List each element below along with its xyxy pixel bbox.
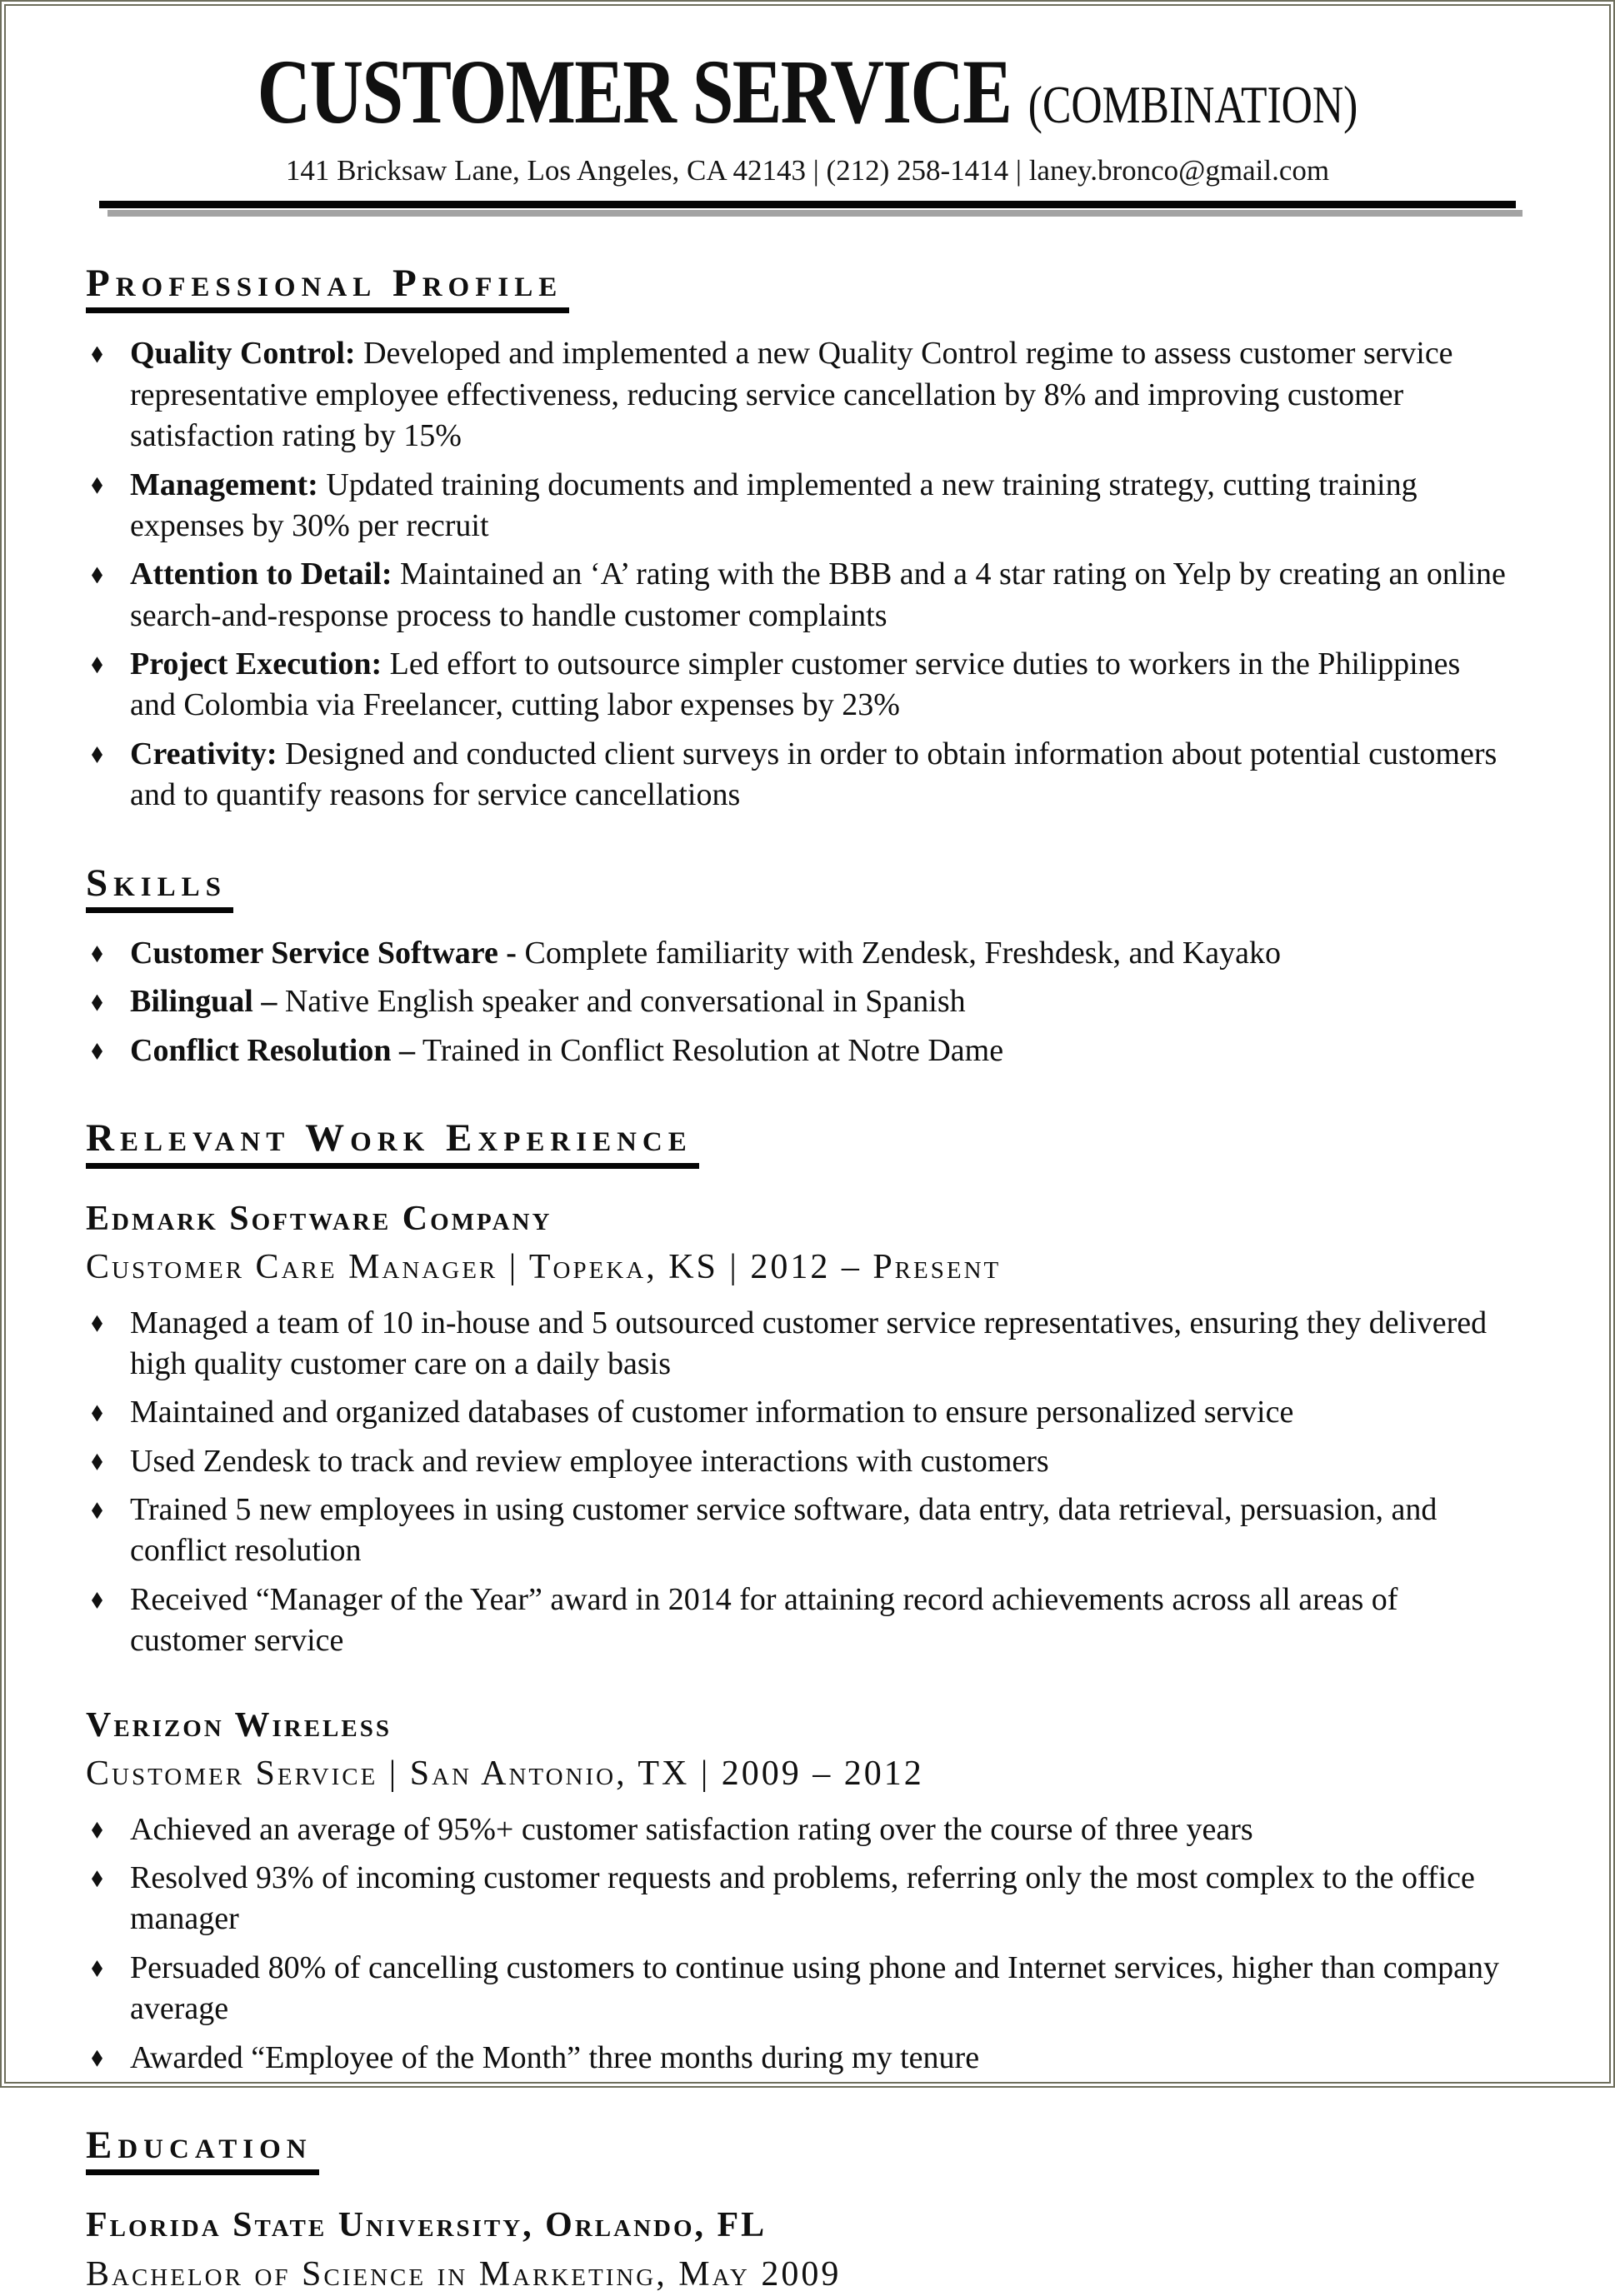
profile-bullet bbox=[86, 644, 1511, 726]
bullet-text: Native English speaker and conversational in Spanish bbox=[284, 984, 966, 1020]
section-heading-wrap-profile bbox=[86, 263, 1511, 313]
job-bullet: Awarded “Employee of the Month” three months during my tenure bbox=[86, 2038, 1511, 2079]
job-meta: Customer Service | San Antonio, TX | 2009 – 2012 bbox=[86, 1754, 924, 1794]
job-verizon bbox=[86, 1704, 1511, 2079]
header-rule-black bbox=[99, 201, 1516, 208]
profile-bullet bbox=[86, 465, 1511, 547]
education-degree: Bachelor of Science in Marketing, May 2009 bbox=[86, 2254, 842, 2294]
section-heading-relevant-work-experience: Relevant Work Experience bbox=[86, 1118, 699, 1168]
bullet-text: Designed and conducted client surveys in order to obtain information about potential customers and to quantify reasons for service cancellations bbox=[130, 736, 1498, 813]
bullet-lead: Management: bbox=[130, 467, 318, 502]
bullet-lead: Creativity: bbox=[130, 736, 278, 771]
bullet-text: Maintained an ‘A’ rating with the BBB and a 4 star rating on Yelp by creating an online search-and-response process to handle customer complaints bbox=[130, 557, 1506, 633]
skills-bullet-list bbox=[86, 933, 1511, 1071]
bullet-text: Updated training documents and implemented a new training strategy, cutting training expenses by 30% per recruit bbox=[130, 467, 1418, 543]
job-bullet-list bbox=[86, 1303, 1511, 1662]
job-bullet: Used Zendesk to track and review employee interactions with customers bbox=[86, 1441, 1511, 1482]
section-heading-professional-profile: Professional Profile bbox=[86, 263, 569, 313]
job-edmark bbox=[86, 1197, 1511, 1662]
bullet-lead: Customer Service Software - bbox=[130, 935, 517, 971]
company-name: Verizon Wireless bbox=[86, 1705, 392, 1744]
bullet-text: Complete familiarity with Zendesk, Freshdesk, and Kayako bbox=[524, 935, 1282, 971]
section-heading-education: Education bbox=[86, 2125, 319, 2175]
resume-title: CUSTOMER SERVICE bbox=[257, 41, 1012, 143]
bullet-lead: Attention to Detail: bbox=[130, 557, 392, 592]
resume-header bbox=[6, 6, 1609, 217]
header-rule-gray bbox=[108, 210, 1522, 217]
section-heading-skills: Skills bbox=[86, 863, 233, 913]
contact-line: 141 Bricksaw Lane, Los Angeles, CA 42143 | (212) 258-1414 | laney.bronco@gmail.com bbox=[285, 154, 1330, 187]
job-bullet: Received “Manager of the Year” award in 2014 for attaining record achievements across all areas of customer service bbox=[86, 1580, 1511, 1662]
job-meta: Customer Care Manager | Topeka, KS | 2012 – Present bbox=[86, 1248, 1002, 1286]
job-bullet: Trained 5 new employees in using customer service software, data entry, data retrieval, persuasion, and conflict resolution bbox=[86, 1490, 1511, 1572]
bullet-text: Trained in Conflict Resolution at Notre Dame bbox=[422, 1032, 1004, 1068]
section-heading-wrap-experience bbox=[86, 1118, 1511, 1168]
section-heading-wrap-skills bbox=[86, 863, 1511, 913]
skills-bullet bbox=[86, 1031, 1511, 1071]
bullet-lead: Conflict Resolution – bbox=[130, 1032, 415, 1068]
company-name: Edmark Software Company bbox=[86, 1199, 552, 1238]
section-heading-wrap-education bbox=[86, 2125, 1511, 2175]
profile-bullet bbox=[86, 554, 1511, 636]
job-bullet: Maintained and organized databases of customer information to ensure personalized service bbox=[86, 1392, 1511, 1433]
job-bullet: Achieved an average of 95%+ customer satisfaction rating over the course of three years bbox=[86, 1809, 1511, 1850]
skills-bullet bbox=[86, 981, 1511, 1022]
job-bullet: Resolved 93% of incoming customer requests and problems, referring only the most complex to the office manager bbox=[86, 1858, 1511, 1940]
profile-bullet bbox=[86, 734, 1511, 816]
skills-bullet bbox=[86, 933, 1511, 974]
job-bullet: Managed a team of 10 in-house and 5 outsourced customer service representatives, ensuring they delivered high quality customer care on a daily basis bbox=[86, 1303, 1511, 1385]
resume-body bbox=[6, 263, 1609, 2296]
profile-bullet bbox=[86, 333, 1511, 457]
bullet-lead: Quality Control: bbox=[130, 336, 356, 372]
resume-title-line bbox=[118, 41, 1498, 143]
bullet-text: Led effort to outsource simpler customer service duties to workers in the Philippines and Colombia via Freelancer, cutting labor expenses by 23% bbox=[130, 646, 1461, 723]
profile-bullet-list bbox=[86, 333, 1511, 816]
resume-title-suffix: (COMBINATION) bbox=[1028, 75, 1358, 134]
bullet-lead: Project Execution: bbox=[130, 646, 382, 682]
bullet-text: Developed and implemented a new Quality Control regime to assess customer service representative employee effectiveness, reducing service cancellation by 8% and improving customer satisfaction rating by 15% bbox=[130, 336, 1453, 454]
bullet-lead: Bilingual – bbox=[130, 984, 278, 1020]
job-bullet-list bbox=[86, 1809, 1511, 2079]
education-school: Florida State University, Orlando, FL bbox=[86, 2206, 768, 2245]
job-bullet: Persuaded 80% of cancelling customers to continue using phone and Internet services, higher than company average bbox=[86, 1948, 1511, 2030]
